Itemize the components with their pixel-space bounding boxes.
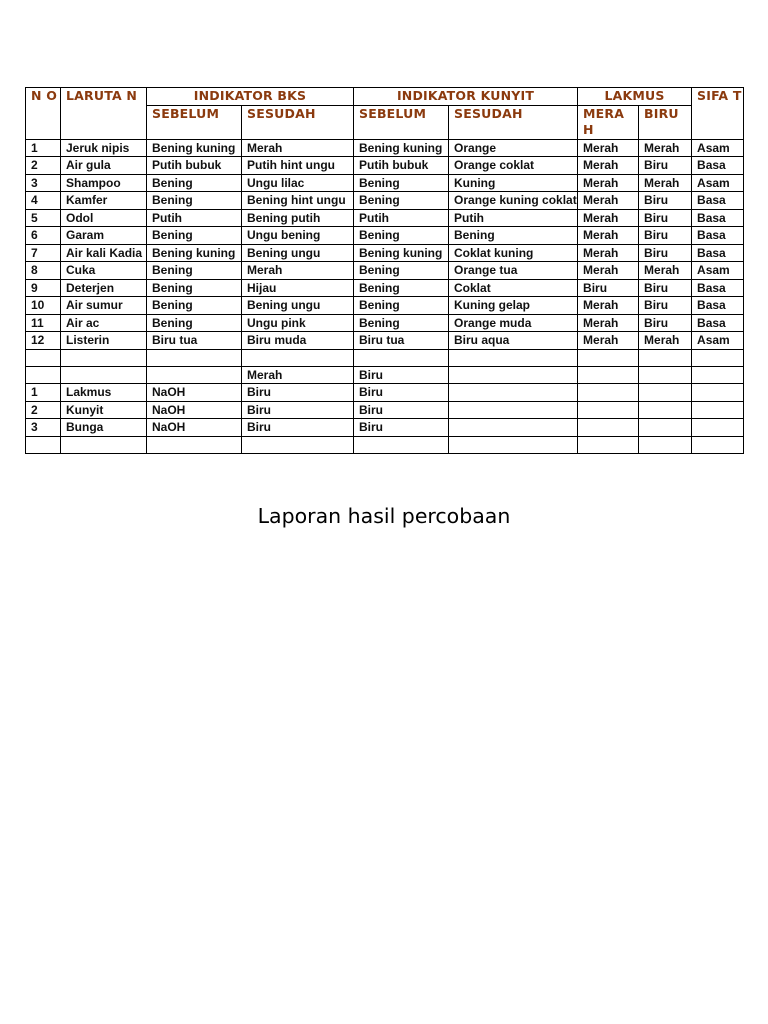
table-cell: Basa	[692, 209, 744, 227]
table-row	[26, 349, 744, 366]
table-cell: Listerin	[61, 332, 147, 350]
table-cell: Bening putih	[242, 209, 354, 227]
table-cell: Basa	[692, 192, 744, 210]
table-cell	[61, 436, 147, 453]
table-cell: NaOH	[147, 401, 242, 419]
table-cell	[354, 349, 449, 366]
table-cell: Ungu bening	[242, 227, 354, 245]
table-cell: Basa	[692, 227, 744, 245]
table-cell: Air gula	[61, 157, 147, 175]
table-row	[26, 332, 744, 350]
table-cell: Asam	[692, 139, 744, 157]
table-cell: Bening	[147, 297, 242, 315]
table-cell: Bening kuning	[354, 244, 449, 262]
table-cell: 1	[26, 384, 61, 402]
table-cell	[578, 419, 639, 437]
table-row	[26, 209, 744, 227]
table-cell	[26, 436, 61, 453]
table-cell: Merah	[578, 314, 639, 332]
table-body	[26, 139, 744, 453]
table-cell	[639, 366, 692, 384]
table-cell: Bening	[147, 192, 242, 210]
table-cell	[639, 384, 692, 402]
table-cell: Coklat	[449, 279, 578, 297]
table-row	[26, 384, 744, 402]
table-cell: Deterjen	[61, 279, 147, 297]
table-cell: Bening	[147, 279, 242, 297]
table-cell: Putih	[354, 209, 449, 227]
table-cell: Bening	[354, 314, 449, 332]
table-row	[26, 174, 744, 192]
table-cell	[639, 419, 692, 437]
header-larutan: LARUTA N	[61, 88, 147, 140]
table-cell	[26, 349, 61, 366]
table-cell: 1	[26, 139, 61, 157]
table-cell: Biru aqua	[449, 332, 578, 350]
table-row	[26, 192, 744, 210]
table-cell: NaOH	[147, 384, 242, 402]
header-indikator-bks: INDIKATOR BKS	[147, 88, 354, 106]
table-cell: Orange tua	[449, 262, 578, 280]
table-cell: Merah	[242, 262, 354, 280]
table-cell: Air sumur	[61, 297, 147, 315]
table-cell: 8	[26, 262, 61, 280]
table-cell	[242, 436, 354, 453]
table-cell: 4	[26, 192, 61, 210]
table-cell	[692, 401, 744, 419]
table-cell: Odol	[61, 209, 147, 227]
table-cell: Kunyit	[61, 401, 147, 419]
table-cell: Bening	[354, 279, 449, 297]
table-cell: Bening	[354, 297, 449, 315]
table-cell: Merah	[578, 297, 639, 315]
table-cell: Kuning gelap	[449, 297, 578, 315]
table-cell: 7	[26, 244, 61, 262]
table-cell: Biru	[639, 297, 692, 315]
table-cell: Garam	[61, 227, 147, 245]
table-cell: Hijau	[242, 279, 354, 297]
table-cell: Jeruk nipis	[61, 139, 147, 157]
table-cell: Asam	[692, 262, 744, 280]
table-cell: Biru	[354, 384, 449, 402]
table-cell: 2	[26, 401, 61, 419]
table-cell: Basa	[692, 244, 744, 262]
table-cell: Basa	[692, 297, 744, 315]
header-lakmus: LAKMUS	[578, 88, 692, 106]
table-cell: 10	[26, 297, 61, 315]
header-sifat: SIFA T	[692, 88, 744, 140]
table-cell: Putih bubuk	[354, 157, 449, 175]
table-cell: Kuning	[449, 174, 578, 192]
table-row	[26, 139, 744, 157]
table-cell: Merah	[578, 157, 639, 175]
table-cell	[692, 436, 744, 453]
table-row	[26, 314, 744, 332]
table-cell: 9	[26, 279, 61, 297]
table-cell: Merah	[578, 262, 639, 280]
table-cell	[449, 436, 578, 453]
table-cell: Biru	[639, 209, 692, 227]
table-cell: Merah	[639, 139, 692, 157]
header-kunyit-sesudah: SESUDAH	[449, 105, 578, 139]
table-row	[26, 297, 744, 315]
table-cell	[449, 401, 578, 419]
table-cell: Biru tua	[354, 332, 449, 350]
table-cell: Biru	[639, 314, 692, 332]
table-cell: 11	[26, 314, 61, 332]
table-row	[26, 436, 744, 453]
table-cell	[449, 384, 578, 402]
table-cell	[61, 349, 147, 366]
table-row	[26, 419, 744, 437]
table-cell: Basa	[692, 279, 744, 297]
table-cell: Bening	[147, 262, 242, 280]
table-cell: Basa	[692, 314, 744, 332]
table-cell: Biru	[242, 384, 354, 402]
table-cell: Merah	[578, 209, 639, 227]
header-row-top	[26, 88, 744, 106]
table-row	[26, 401, 744, 419]
table-cell	[692, 349, 744, 366]
table-cell: Bening kuning	[147, 244, 242, 262]
table-cell: Merah	[578, 227, 639, 245]
table-cell	[578, 366, 639, 384]
table-cell: Biru	[639, 244, 692, 262]
table-cell: 2	[26, 157, 61, 175]
table-cell: Biru	[639, 279, 692, 297]
table-cell: Bening	[147, 314, 242, 332]
table-row	[26, 157, 744, 175]
table-cell	[578, 436, 639, 453]
table-cell	[147, 366, 242, 384]
table-cell: Biru	[354, 419, 449, 437]
table-cell: Bening ungu	[242, 244, 354, 262]
table-cell: Orange kuning coklat	[449, 192, 578, 210]
table-cell: Merah	[578, 192, 639, 210]
header-lakmus-merah: MERA H	[578, 105, 639, 139]
table-cell: Bening	[147, 227, 242, 245]
table-cell	[692, 419, 744, 437]
table-cell	[578, 401, 639, 419]
table-row	[26, 262, 744, 280]
table-cell: Orange muda	[449, 314, 578, 332]
table-cell: Basa	[692, 157, 744, 175]
table-cell	[578, 384, 639, 402]
table-cell: Biru tua	[147, 332, 242, 350]
table-cell	[26, 366, 61, 384]
table-cell: Merah	[578, 244, 639, 262]
header-indikator-kunyit: INDIKATOR KUNYIT	[354, 88, 578, 106]
table-cell	[639, 436, 692, 453]
table-cell: Ungu pink	[242, 314, 354, 332]
table-cell: Shampoo	[61, 174, 147, 192]
table-cell: Orange coklat	[449, 157, 578, 175]
table-cell	[639, 401, 692, 419]
results-table	[25, 87, 744, 454]
table-cell	[147, 436, 242, 453]
table-cell: Merah	[242, 139, 354, 157]
header-no: N O	[26, 88, 61, 140]
table-cell: Bening ungu	[242, 297, 354, 315]
table-cell: Orange	[449, 139, 578, 157]
table-cell: Biru	[242, 419, 354, 437]
table-cell	[354, 436, 449, 453]
table-cell	[639, 349, 692, 366]
table-cell: Bening	[354, 227, 449, 245]
table-row	[26, 244, 744, 262]
table-cell: Putih bubuk	[147, 157, 242, 175]
table-cell: 3	[26, 174, 61, 192]
table-cell: Biru	[578, 279, 639, 297]
table-cell: Ungu lilac	[242, 174, 354, 192]
table-cell: NaOH	[147, 419, 242, 437]
table-cell: 3	[26, 419, 61, 437]
table-cell: Biru	[639, 157, 692, 175]
table-cell: Bening	[147, 174, 242, 192]
table-cell: Merah	[639, 332, 692, 350]
report-caption: Laporan hasil percobaan	[257, 504, 511, 528]
table-cell: Merah	[578, 174, 639, 192]
table-cell	[242, 349, 354, 366]
table-cell	[61, 366, 147, 384]
table-cell: Putih hint ungu	[242, 157, 354, 175]
table-cell: Bening	[449, 227, 578, 245]
table-cell: Biru	[354, 366, 449, 384]
table-cell: 5	[26, 209, 61, 227]
header-bks-sebelum: SEBELUM	[147, 105, 242, 139]
table-cell: Putih	[147, 209, 242, 227]
table-cell: Biru	[639, 192, 692, 210]
table-cell: Asam	[692, 174, 744, 192]
table-cell: Coklat kuning	[449, 244, 578, 262]
table-cell	[449, 366, 578, 384]
table-cell: Air ac	[61, 314, 147, 332]
header-kunyit-sebelum: SEBELUM	[354, 105, 449, 139]
table-cell	[449, 349, 578, 366]
table-cell	[449, 419, 578, 437]
table-cell: Kamfer	[61, 192, 147, 210]
table-cell: 12	[26, 332, 61, 350]
table-cell: Cuka	[61, 262, 147, 280]
table-cell: Air kali Kadia	[61, 244, 147, 262]
table-cell: Merah	[578, 332, 639, 350]
table-cell: Biru muda	[242, 332, 354, 350]
table-cell: Putih	[449, 209, 578, 227]
table-cell: Bening hint ungu	[242, 192, 354, 210]
table-cell	[147, 349, 242, 366]
table-cell: Lakmus	[61, 384, 147, 402]
table-cell	[578, 349, 639, 366]
table-cell: Merah	[242, 366, 354, 384]
table-cell	[692, 366, 744, 384]
table-cell: Bening kuning	[354, 139, 449, 157]
table-row	[26, 227, 744, 245]
table-row	[26, 279, 744, 297]
table-cell: Bening	[354, 192, 449, 210]
table-cell: Biru	[242, 401, 354, 419]
table-cell: Merah	[578, 139, 639, 157]
table-cell: Biru	[354, 401, 449, 419]
table-cell: Asam	[692, 332, 744, 350]
table-cell: Merah	[639, 262, 692, 280]
table-cell: Bening kuning	[147, 139, 242, 157]
table-cell	[692, 384, 744, 402]
table-cell: Bunga	[61, 419, 147, 437]
table-cell: Bening	[354, 262, 449, 280]
header-bks-sesudah: SESUDAH	[242, 105, 354, 139]
table-cell: 6	[26, 227, 61, 245]
table-cell: Biru	[639, 227, 692, 245]
header-lakmus-biru: BIRU	[639, 105, 692, 139]
table-cell: Merah	[639, 174, 692, 192]
table-row	[26, 366, 744, 384]
table-cell: Bening	[354, 174, 449, 192]
